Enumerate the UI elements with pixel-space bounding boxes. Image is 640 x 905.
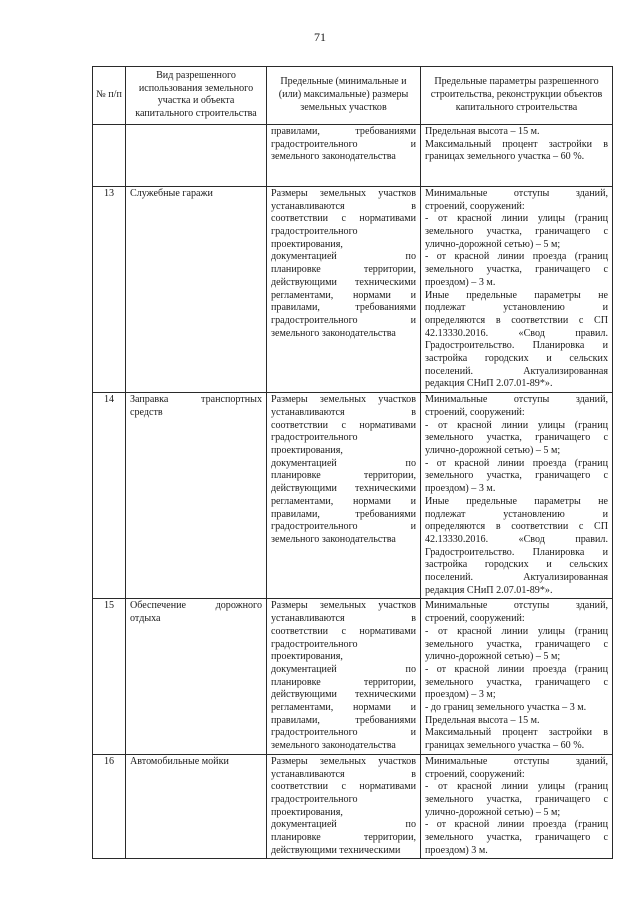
cell-sizes [267, 186, 421, 392]
text-line: градостроительного и [271, 727, 416, 739]
text-line: земельного участка, граничащего с [425, 432, 608, 444]
text-line: Заправка транспортных [130, 394, 262, 406]
text-line: документацией по [271, 457, 416, 469]
header-num: № п/п [93, 67, 126, 125]
text-line: земельного участка, граничащего с [425, 676, 608, 688]
text-line: улично-дорожной сетью) – 5 м; [425, 806, 561, 818]
text-line: - до границ земельного участка – 3 м. [425, 702, 587, 714]
text-line: планировке территории, [271, 264, 416, 276]
continuation-row [93, 124, 613, 186]
text-line: земельного законодательства [271, 327, 396, 339]
text-line: проездом) – 3 м; [425, 689, 496, 701]
text-line: Градостроительство. Планировка и [425, 546, 608, 558]
text-line: средств [130, 406, 163, 418]
text-line: градостроительного [271, 226, 358, 238]
text-line: градостроительного [271, 793, 358, 805]
text-line: строений, сооружений: [425, 406, 525, 418]
text-line: соответствии с нормативами [271, 781, 416, 793]
text-line: правилами, требованиями [271, 302, 416, 314]
text-line: градостроительного [271, 638, 358, 650]
text-line: подлежат установлению и [425, 302, 608, 314]
text-line: Максимальный процент застройки в [425, 138, 608, 150]
text-line: градостроительного и [271, 521, 416, 533]
text-line: - от красной линии проезда (границ [425, 457, 608, 469]
header-plot-sizes: Предельные (минимальные и (или) максимальные) размеры земельных участков [267, 67, 421, 125]
table-body [93, 124, 613, 859]
header-building-params: Предельные параметры разрешенного строительства, реконструкции объектов капитального строительства [421, 67, 613, 125]
text-line: границах земельного участка – 60 %. [425, 740, 585, 752]
text-line: - от красной линии проезда (границ [425, 663, 608, 675]
text-line: поселений. Актуализированная [425, 572, 608, 584]
text-line: правилами, требованиями [271, 125, 416, 137]
text-line: Размеры земельных участков [271, 394, 416, 406]
text-line: Размеры земельных участков [271, 600, 416, 612]
cell-num: 13 [93, 186, 126, 392]
text-line: Иные предельные параметры не [425, 289, 608, 301]
text-line: регламентами, нормами и [271, 495, 416, 507]
cell-use [126, 124, 267, 186]
text-line: планировке территории, [271, 676, 416, 688]
cell-params [421, 124, 613, 186]
cell-use [126, 599, 267, 754]
page-number: 71 [314, 30, 326, 44]
regulations-table [92, 66, 613, 859]
text-line: отдыха [130, 613, 161, 625]
cell-sizes [267, 599, 421, 754]
text-line: Размеры земельных участков [271, 187, 416, 199]
text-line: 42.13330.2016. «Свод правил. [425, 533, 608, 545]
cell-sizes [267, 393, 421, 599]
text-line: действующими техническими [271, 483, 416, 495]
text-line: земельного участка, граничащего с [425, 832, 608, 844]
text-line: соответствии с нормативами [271, 213, 416, 225]
text-line: Предельная высота – 15 м. [425, 125, 540, 137]
text-line: земельного законодательства [271, 533, 396, 545]
text-line: градостроительного и [271, 138, 416, 150]
text-line: Максимальный процент застройки в [425, 727, 608, 739]
text-line: устанавливаются в [271, 406, 416, 418]
text-line: проездом) 3 м. [425, 844, 488, 856]
text-line: улично-дорожной сетью) – 5 м; [425, 651, 561, 663]
text-line: документацией по [271, 819, 416, 831]
text-line: устанавливаются в [271, 200, 416, 212]
text-line: действующими техническими [271, 276, 416, 288]
cell-num: 14 [93, 393, 126, 599]
table-row [93, 754, 613, 859]
cell-num [93, 124, 126, 186]
text-line: устанавливаются в [271, 768, 416, 780]
text-line: Минимальные отступы зданий, [425, 600, 608, 612]
cell-sizes [267, 124, 421, 186]
text-line: Минимальные отступы зданий, [425, 394, 608, 406]
text-line: действующими техническими [271, 844, 401, 856]
text-line: проектирования, [271, 238, 343, 250]
text-line: земельного законодательства [271, 740, 396, 752]
text-line: строений, сооружений: [425, 768, 525, 780]
text-line: Иные предельные параметры не [425, 495, 608, 507]
text-line: соответствии с нормативами [271, 419, 416, 431]
cell-params [421, 754, 613, 859]
text-line: застройка городских и сельских [425, 353, 608, 365]
text-line: - от красной линии улицы (границ [425, 781, 608, 793]
text-line: подлежат установлению и [425, 508, 608, 520]
text-line: земельного участка, граничащего с [425, 226, 608, 238]
text-line: планировке территории, [271, 470, 416, 482]
table-row [93, 393, 613, 599]
text-line: Размеры земельных участков [271, 755, 416, 767]
text-line: правилами, требованиями [271, 508, 416, 520]
text-line: 42.13330.2016. «Свод правил. [425, 327, 608, 339]
text-line: - от красной линии улицы (границ [425, 213, 608, 225]
text-line: застройка городских и сельских [425, 559, 608, 571]
text-line: Обеспечение дорожного [130, 600, 262, 612]
text-line: строений, сооружений: [425, 200, 525, 212]
text-line: Автомобильные мойки [130, 755, 229, 767]
text-line: проектирования, [271, 806, 343, 818]
text-line: строений, сооружений: [425, 613, 525, 625]
text-line: документацией по [271, 663, 416, 675]
text-line: земельного участка, граничащего с [425, 638, 608, 650]
text-line: проектирования, [271, 651, 343, 663]
text-line: проездом) – 3 м. [425, 276, 496, 288]
text-line: регламентами, нормами и [271, 702, 416, 714]
text-line: улично-дорожной сетью) – 5 м; [425, 238, 561, 250]
text-line: земельного законодательства [271, 151, 396, 163]
text-line: Градостроительство. Планировка и [425, 340, 608, 352]
text-line: редакция СНиП 2.07.01-89*». [425, 584, 553, 596]
text-line: Минимальные отступы зданий, [425, 187, 608, 199]
text-line: Служебные гаражи [130, 187, 213, 199]
text-line: - от красной линии улицы (границ [425, 419, 608, 431]
text-line: улично-дорожной сетью) – 5 м; [425, 444, 561, 456]
text-line: проездом) – 3 м. [425, 483, 496, 495]
header-use-type: Вид разрешенного использования земельного участка и объекта капитального строительства [126, 67, 267, 125]
cell-params [421, 599, 613, 754]
cell-params [421, 393, 613, 599]
table-row [93, 599, 613, 754]
cell-use [126, 754, 267, 859]
text-line: устанавливаются в [271, 613, 416, 625]
text-line: документацией по [271, 251, 416, 263]
text-line: действующими техническими [271, 689, 416, 701]
text-line: планировке территории, [271, 832, 416, 844]
text-line: соответствии с нормативами [271, 625, 416, 637]
text-line: редакция СНиП 2.07.01-89*». [425, 378, 553, 390]
text-line: проектирования, [271, 444, 343, 456]
table-header-row [93, 67, 613, 125]
text-line: земельного участка, граничащего с [425, 793, 608, 805]
text-line: поселений. Актуализированная [425, 365, 608, 377]
text-line: - от красной линии проезда (границ [425, 251, 608, 263]
text-line: регламентами, нормами и [271, 289, 416, 301]
cell-use [126, 393, 267, 599]
text-line: градостроительного [271, 432, 358, 444]
cell-params [421, 186, 613, 392]
text-line: - от красной линии проезда (границ [425, 819, 608, 831]
cell-num: 15 [93, 599, 126, 754]
text-line: земельного участка, граничащего с [425, 470, 608, 482]
cell-sizes [267, 754, 421, 859]
cell-use [126, 186, 267, 392]
text-line: правилами, требованиями [271, 714, 416, 726]
table-row [93, 186, 613, 392]
cell-num: 16 [93, 754, 126, 859]
text-line: Предельная высота – 15 м. [425, 714, 540, 726]
text-line: границах земельного участка – 60 %. [425, 151, 585, 163]
text-line: определяются в соответствии с СП [425, 314, 608, 326]
text-line: - от красной линии улицы (границ [425, 625, 608, 637]
text-line: земельного участка, граничащего с [425, 264, 608, 276]
text-line: определяются в соответствии с СП [425, 521, 608, 533]
text-line: градостроительного и [271, 314, 416, 326]
text-line: Минимальные отступы зданий, [425, 755, 608, 767]
